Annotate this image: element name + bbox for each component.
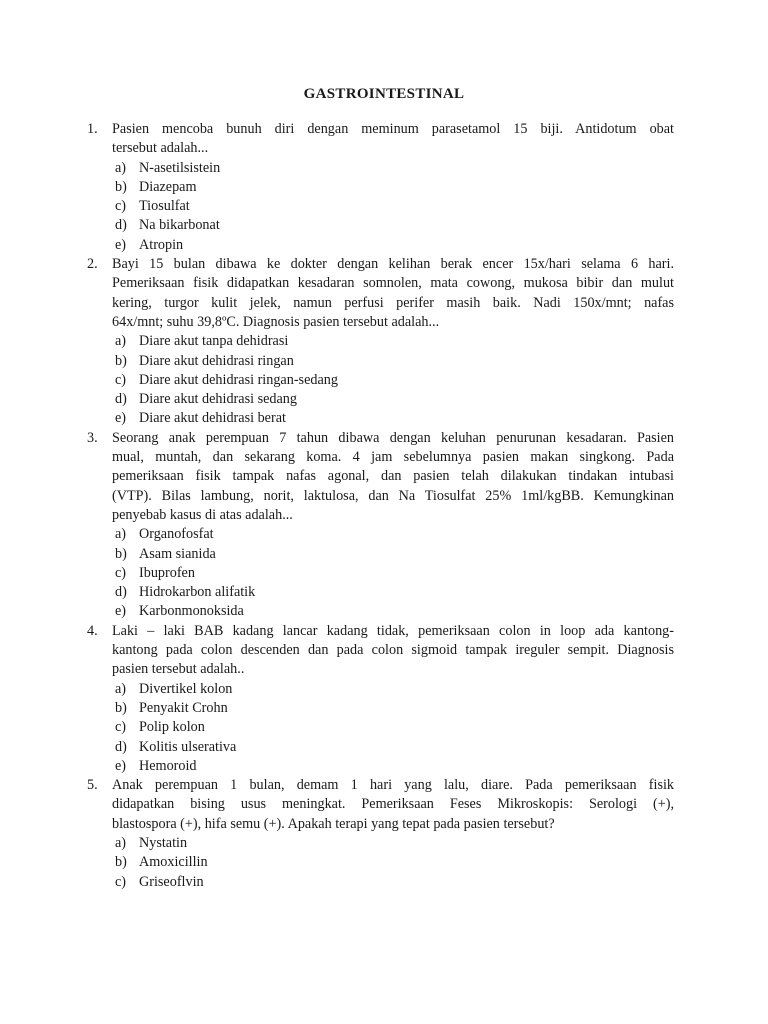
answer-option — [112, 834, 674, 853]
answer-option — [112, 332, 674, 351]
option-letter: b) — [115, 699, 127, 716]
question-text-line: kantong pada colon descenden dan pada colon sigmoid tampak ireguler sempit. Diagnosis — [112, 642, 674, 659]
option-text: Diazepam — [139, 178, 197, 195]
answer-option — [112, 602, 674, 621]
option-text: Griseoflvin — [139, 873, 204, 890]
option-text: Kolitis ulserativa — [139, 738, 237, 755]
answer-option — [112, 390, 674, 409]
question-text-line: Bayi 15 bulan dibawa ke dokter dengan kelihan berak encer 15x/hari selama 6 hari. — [112, 256, 674, 273]
answer-option — [112, 409, 674, 428]
option-letter: d) — [115, 738, 127, 755]
question-text-line: Seorang anak perempuan 7 tahun dibawa dengan keluhan penurunan kesadaran. Pasien — [112, 429, 674, 446]
answer-option — [112, 583, 674, 602]
question-text-line: 64x/mnt; suhu 39,8ºC. Diagnosis pasien tersebut adalah... — [112, 313, 440, 330]
question-item — [87, 255, 674, 429]
question-text-line: pemeriksaan fisik tampak nafas agonal, dan pasien telah dilakukan tindakan intubasi — [112, 468, 674, 485]
option-letter: d) — [115, 584, 127, 601]
option-letter: c) — [115, 371, 127, 388]
question-item — [87, 776, 674, 892]
option-letter: a) — [115, 526, 127, 543]
option-letter: e) — [115, 757, 127, 774]
question-number: 3. — [87, 429, 98, 446]
question-number: 4. — [87, 622, 98, 639]
answer-option — [112, 178, 674, 197]
option-letter: c) — [115, 873, 127, 890]
option-letter: b) — [115, 178, 127, 195]
question-text-line: penyebab kasus di atas adalah... — [112, 506, 293, 523]
option-text: Diare akut tanpa dehidrasi — [139, 333, 289, 350]
option-list — [112, 834, 674, 892]
question-text-line: blastospora (+), hifa semu (+). Apakah terapi yang tepat pada pasien tersebut? — [112, 815, 555, 832]
option-text: Hemoroid — [139, 757, 197, 774]
question-item — [87, 622, 674, 776]
question-item — [87, 429, 674, 622]
option-text: Ibuprofen — [139, 564, 195, 581]
option-text: Penyakit Crohn — [139, 699, 228, 716]
answer-option — [112, 564, 674, 583]
page-title: GASTROINTESTINAL — [303, 86, 465, 102]
option-list — [112, 332, 674, 428]
question-item — [87, 120, 674, 255]
question-text-line: kering, turgor kulit jelek, namun perfusi perifer masih baik. Nadi 150x/mnt; nafas — [112, 294, 674, 311]
question-text-line: Laki – laki BAB kadang lancar kadang tidak, pemeriksaan colon in loop ada kantong- — [112, 622, 674, 639]
answer-option — [112, 236, 674, 255]
option-letter: a) — [115, 834, 127, 851]
option-text: Diare akut dehidrasi ringan-sedang — [139, 371, 338, 388]
answer-option — [112, 197, 674, 216]
answer-option — [112, 873, 674, 892]
option-text: Atropin — [139, 236, 184, 253]
question-number: 1. — [87, 121, 98, 137]
question-text-line: Anak perempuan 1 bulan, demam 1 hari yang lalu, diare. Pada pemeriksaan fisik — [112, 777, 674, 794]
answer-option — [112, 545, 674, 564]
question-number: 5. — [87, 777, 98, 794]
option-letter: c) — [115, 719, 127, 736]
answer-option — [112, 699, 674, 718]
option-text: Na bikarbonat — [139, 217, 220, 234]
option-list — [112, 680, 674, 776]
option-list — [112, 525, 674, 621]
option-letter: b) — [115, 854, 127, 871]
option-letter: a) — [115, 159, 127, 176]
option-text: Karbonmonoksida — [139, 603, 244, 620]
option-text: Hidrokarbon alifatik — [139, 584, 256, 601]
answer-option — [112, 738, 674, 757]
option-letter: e) — [115, 236, 127, 253]
option-list — [112, 159, 674, 255]
option-text: Tiosulfat — [139, 198, 190, 215]
question-text-line: mual, muntah, dan sekarang koma. 4 jam sebelumnya pasien makan singkong. Pada — [112, 449, 674, 466]
answer-option — [112, 853, 674, 872]
answer-option — [112, 159, 674, 178]
answer-option — [112, 757, 674, 776]
option-letter: e) — [115, 410, 127, 427]
option-letter: c) — [115, 564, 127, 581]
answer-option — [112, 216, 674, 235]
question-text-line: didapatkan bising usus meningkat. Pemeriksaan Feses Mikroskopis: Serologi (+), — [112, 796, 674, 813]
answer-option — [112, 718, 674, 737]
question-text-line: Pasien mencoba bunuh diri dengan meminum parasetamol 15 biji. Antidotum obat — [112, 121, 674, 137]
option-text: Divertikel kolon — [139, 680, 233, 697]
answer-option — [112, 371, 674, 390]
option-text: Asam sianida — [139, 545, 216, 562]
option-letter: a) — [115, 680, 127, 697]
answer-option — [112, 352, 674, 371]
option-text: Polip kolon — [139, 719, 205, 736]
option-text: Nystatin — [139, 834, 188, 851]
option-letter: d) — [115, 217, 127, 234]
option-text: Diare akut dehidrasi sedang — [139, 391, 297, 408]
option-text: Organofosfat — [139, 526, 214, 543]
answer-option — [112, 680, 674, 699]
question-text-line: tersebut adalah... — [112, 140, 209, 157]
answer-option — [112, 525, 674, 544]
option-text: N-asetilsistein — [139, 159, 221, 176]
option-letter: e) — [115, 603, 127, 620]
option-text: Amoxicillin — [139, 854, 208, 871]
option-letter: d) — [115, 391, 127, 408]
question-text-line: Pemeriksaan fisik didapatkan kesadaran somnolen, mata cowong, mukosa bibir dan mulut — [112, 275, 674, 292]
question-number: 2. — [87, 256, 98, 273]
option-letter: a) — [115, 333, 127, 350]
option-text: Diare akut dehidrasi ringan — [139, 352, 294, 369]
option-letter: b) — [115, 352, 127, 369]
question-text-line: pasien tersebut adalah.. — [112, 661, 245, 678]
option-text: Diare akut dehidrasi berat — [139, 410, 286, 427]
option-letter: c) — [115, 198, 127, 215]
question-text-line: (VTP). Bilas lambung, norit, laktulosa, dan Na Tiosulfat 25% 1ml/kgBB. Kemungkinan — [112, 487, 674, 504]
question-list — [87, 120, 674, 892]
option-letter: b) — [115, 545, 127, 562]
